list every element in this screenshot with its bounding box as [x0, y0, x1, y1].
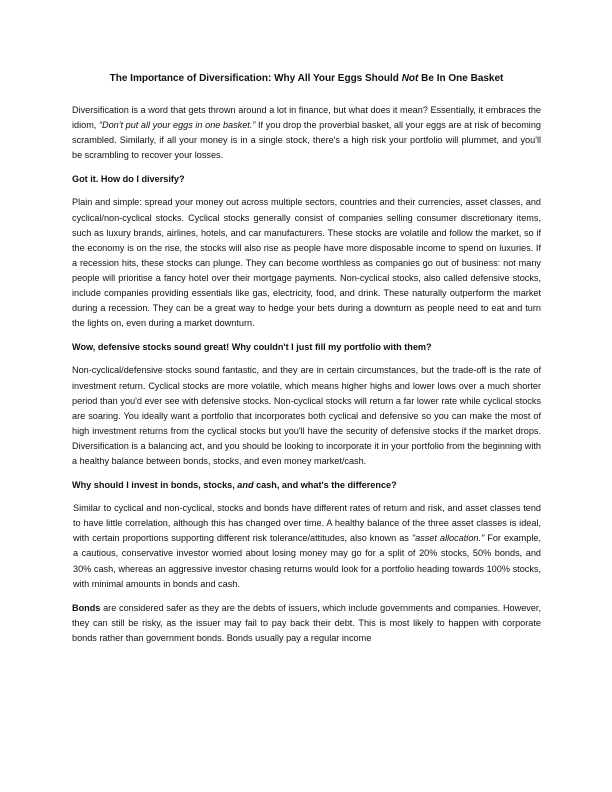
diversify-paragraph: Plain and simple: spread your money out across multiple sectors, countries and their currencies, asset classes, and cyclical/non-cyclical stocks. Cyclical stocks generally consist of companies selling consumer discretionary items, such as luxury brands, airlines, hotels, and car manufacturers. These stocks are volatile and follow the market, so if the economy is on the rise, the stocks will also rise as people have more disposable income to spend on luxuries. If a recession hits, these stocks can plunge. They can become worthless as companies go out of business: not many people will prioritise a fancy hotel over their mortgage payments. Non-cyclical stocks, also called defensive stocks, include companies providing essentials like gas, electricity, food, and drink. These naturally outperform the market during a recession. They can be a great way to hedge your bets during a downturn as people need to eat and turn the lights on, even during a market downturn. — [72, 197, 541, 329]
section-heading-defensive-stocks: Wow, defensive stocks sound great! Why couldn't I just fill my portfolio with them? — [72, 342, 432, 353]
document-title: The Importance of Diversification: Why All Your Eggs Should Not Be In One Basket — [109, 73, 504, 84]
section-heading-asset-classes: Why should I invest in bonds, stocks, and cash, and what's the difference? — [72, 480, 397, 491]
defensive-stocks-paragraph: Non-cyclical/defensive stocks sound fantastic, and they are in certain circumstances, but the trade-off is the rate of investment return. Cyclical stocks are more volatile, which means higher highs and lower lows over a much shorter period than you'd ever see with defensive stocks. Non-cyclical stocks will return a far lower rate while cyclical stocks are soaring. You ideally want a portfolio that incorporates both cyclical and defensive so you can make the most of high investment returns from the cyclical stocks but you'll have the security of defensive stocks if the market drops. Diversification is a balancing act, and you should be looking to incorporate it in your portfolio from the beginning with a healthy balance between bonds, stocks, and even money market/cash. — [72, 365, 541, 466]
bonds-paragraph: Bonds are considered safer as they are the debts of issuers, which include governments and companies. However, they can still be risky, as the issuer may fail to pay back their debt. This is most likely to happen with corporate bonds rather than government bonds. Bonds usually pay a regular income — [72, 602, 541, 643]
asset-allocation-paragraph: Similar to cyclical and non-cyclical, stocks and bonds have different rates of return and risk, and asset classes tend to have little correlation, although this has changed over time. A healthy balance of the three asset classes is ideal, with certain proportions supporting different risk tolerance/attitudes, also known as "asset allocation." For example, a cautious, conservative investor worried about losing money may go for a split of 20% stocks, 50% bonds, and 30% cash, whereas an aggressive investor chasing returns would look for a portfolio heading towards 100% stocks, with minimal amounts in bonds and cash. — [73, 503, 541, 589]
intro-paragraph: Diversification is a word that gets thrown around a lot in finance, but what does it mean? Essentially, it embraces the idiom, “Don't put all your eggs in one basket.” If you drop the proverbial basket, all your eggs are at risk of becoming scrambled. Similarly, if all your money is in a single stock, there's a high risk your portfolio will plummet, and you'll be scrambling to recover your losses. — [72, 105, 541, 161]
section-heading-diversify: Got it. How do I diversify? — [72, 174, 185, 185]
document-page — [72, 72, 541, 655]
bonds-term: Bonds — [72, 602, 101, 613]
